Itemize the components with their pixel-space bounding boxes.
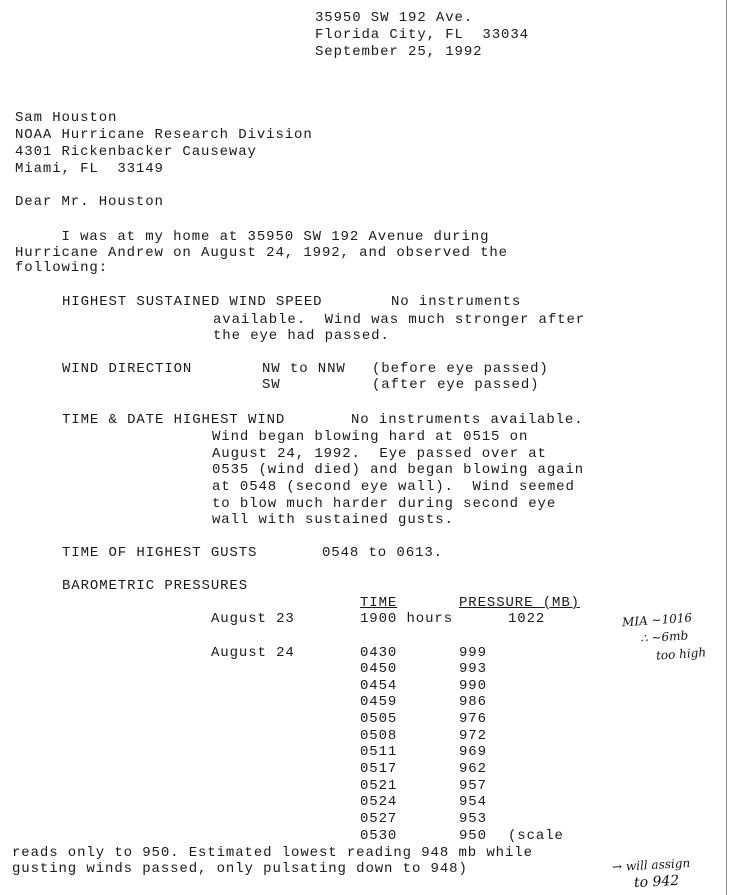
intro-line: following: bbox=[15, 260, 109, 276]
pressure-value: 972 bbox=[459, 728, 487, 744]
time-date-text: to blow much harder during second eye bbox=[212, 496, 557, 512]
pressure-label: BAROMETRIC PRESSURES bbox=[62, 578, 249, 594]
intro-line: I was at my home at 35950 SW 192 Avenue during bbox=[15, 229, 490, 245]
pressure-time: 0530 bbox=[360, 828, 398, 844]
recipient-street: 4301 Rickenbacker Causeway bbox=[15, 144, 257, 160]
pressure-value: 957 bbox=[459, 778, 487, 794]
time-date-text: No instruments available. bbox=[351, 412, 584, 428]
pressure-time: 0505 bbox=[360, 711, 398, 727]
recipient-org: NOAA Hurricane Research Division bbox=[15, 127, 313, 143]
wind-direction-value: NW to NNW bbox=[262, 361, 346, 377]
pressure-time: 0524 bbox=[360, 794, 398, 810]
pressure-value: 990 bbox=[459, 678, 487, 694]
closing-line: gusting winds passed, only pulsating down to 948) bbox=[12, 861, 468, 877]
pressure-value: 993 bbox=[459, 661, 487, 677]
salutation: Dear Mr. Houston bbox=[15, 194, 164, 210]
time-column-header: TIME bbox=[360, 595, 398, 611]
pressure-time: 0511 bbox=[360, 744, 398, 760]
wind-direction-note: (after eye passed) bbox=[372, 377, 540, 393]
wind-direction-value: SW bbox=[262, 377, 281, 393]
pressure-column-header: PRESSURE (MB) bbox=[459, 595, 580, 611]
sender-street: 35950 SW 192 Ave. bbox=[315, 10, 474, 26]
time-date-text: August 24, 1992. Eye passed over at bbox=[212, 446, 547, 462]
handwritten-line: ∴ ~6mb bbox=[639, 628, 689, 646]
aug23-label: August 23 bbox=[211, 611, 295, 627]
aug24-label: August 24 bbox=[211, 645, 295, 661]
aug23-value: 1022 bbox=[508, 611, 546, 627]
pressure-time: 0521 bbox=[360, 778, 398, 794]
pressure-time: 0527 bbox=[360, 811, 398, 827]
handwritten-line: → will assign bbox=[611, 855, 691, 875]
wind-speed-text: the eye had passed. bbox=[213, 328, 390, 344]
time-date-text: 0535 (wind died) and began blowing again bbox=[212, 462, 585, 478]
wind-speed-text: available. Wind was much stronger after bbox=[213, 312, 586, 328]
time-date-text: at 0548 (second eye wall). Wind seemed bbox=[212, 479, 575, 495]
pressure-value: 969 bbox=[459, 744, 487, 760]
pressure-time: 0459 bbox=[360, 694, 398, 710]
aug23-time: 1900 hours bbox=[360, 611, 454, 627]
pressure-value: 976 bbox=[459, 711, 487, 727]
page-edge bbox=[726, 0, 727, 895]
wind-direction-note: (before eye passed) bbox=[372, 361, 549, 377]
pressure-time: 0517 bbox=[360, 761, 398, 777]
time-date-text: wall with sustained gusts. bbox=[212, 512, 454, 528]
sender-city: Florida City, FL 33034 bbox=[315, 27, 529, 43]
pressure-value: 962 bbox=[459, 761, 487, 777]
pressure-value: 999 bbox=[459, 645, 487, 661]
wind-speed-label: HIGHEST SUSTAINED WIND SPEED bbox=[62, 294, 323, 310]
pressure-time: 0508 bbox=[360, 728, 398, 744]
pressure-value: 954 bbox=[459, 794, 487, 810]
pressure-value: 950 bbox=[459, 828, 487, 844]
wind-direction-label: WIND DIRECTION bbox=[62, 361, 193, 377]
pressure-value: 986 bbox=[459, 694, 487, 710]
letter-date: September 25, 1992 bbox=[315, 44, 483, 60]
pressure-value: 953 bbox=[459, 811, 487, 827]
handwritten-line: too high bbox=[655, 645, 707, 663]
gusts-value: 0548 to 0613. bbox=[322, 545, 443, 561]
gusts-label: TIME OF HIGHEST GUSTS bbox=[62, 545, 258, 561]
handwritten-line: MIA ~1016 bbox=[621, 610, 693, 630]
closing-line: reads only to 950. Estimated lowest reading 948 mb while bbox=[12, 845, 533, 861]
pressure-time: 0454 bbox=[360, 678, 398, 694]
scale-note: (scale bbox=[508, 828, 564, 844]
recipient-city: Miami, FL 33149 bbox=[15, 161, 164, 177]
pressure-time: 0450 bbox=[360, 661, 398, 677]
recipient-name: Sam Houston bbox=[15, 110, 118, 126]
intro-line: Hurricane Andrew on August 24, 1992, and observed the bbox=[15, 245, 508, 261]
wind-speed-text: No instruments bbox=[391, 294, 522, 310]
handwritten-line: to 942 bbox=[633, 872, 680, 892]
time-date-text: Wind began blowing hard at 0515 on bbox=[212, 429, 529, 445]
time-date-label: TIME & DATE HIGHEST WIND bbox=[62, 412, 286, 428]
pressure-time: 0430 bbox=[360, 645, 398, 661]
